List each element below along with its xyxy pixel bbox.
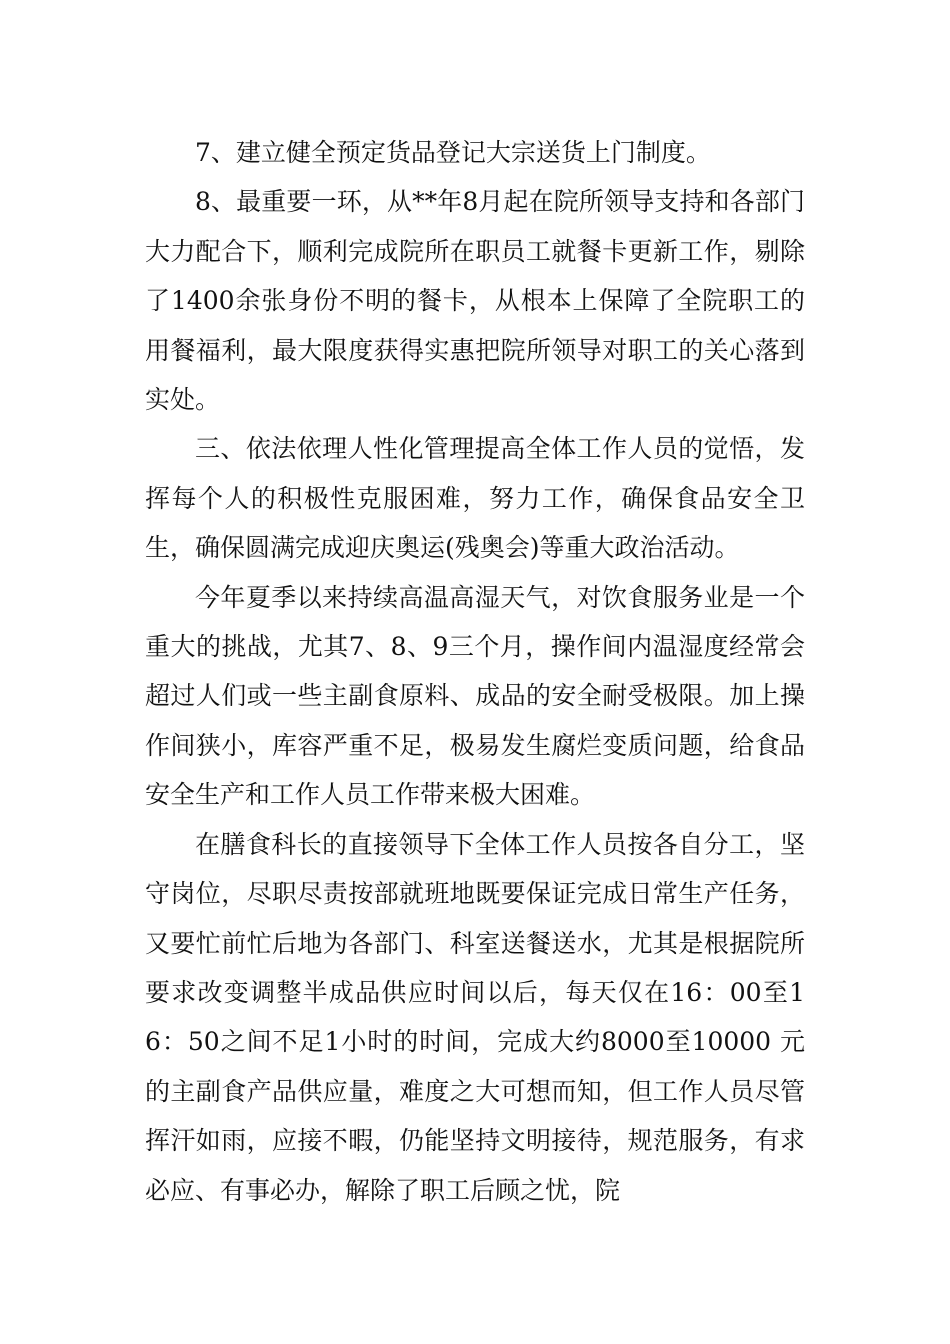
paragraph-item-8: 8、最重要一环，从**年8月起在院所领导支持和各部门大力配合下，顺利完成院所在职员工就餐卡更新工作，剔除了1400余张身份不明的餐卡，从根本上保障了全院职工的用餐福利，最大限度获得实惠把院所领导对职工的关心落到实处。 [145,187,805,415]
document-body [145,128,805,1215]
paragraph-section-3: 三、依法依理人性化管理提高全体工作人员的觉悟，发挥每个人的积极性克服困难，努力工作，确保食品安全卫生，确保圆满完成迎庆奥运(残奥会)等重大政治活动。 [145,434,805,563]
paragraph-leadership: 在膳食科长的直接领导下全体工作人员按各自分工，坚守岗位，尽职尽责按部就班地既要保证完成日常生产任务，又要忙前忙后地为各部门、科室送餐送水，尤其是根据院所要求改变调整半成品供应时间以后，每天仅在16：00至16：50之间不足1小时的时间，完成大约8000至10000 元的主副食产品供应量，难度之大可想而知，但工作人员尽管挥汗如雨，应接不暇，仍能坚持文明接待，规范服务，有求必应、有事必办，解除了职工后顾之忧，院 [145,829,805,1205]
paragraph-summer-heat: 今年夏季以来持续高温高湿天气，对饮食服务业是一个重大的挑战，尤其7、8、9三个月，操作间内温湿度经常会超过人们或一些主副食原料、成品的安全耐受极限。加上操作间狭小，库容严重不足，极易发生腐烂变质问题，给食品安全生产和工作人员工作带来极大困难。 [145,582,805,810]
paragraph-item-7: 7、建立健全预定货品登记大宗送货上门制度。 [195,138,711,167]
